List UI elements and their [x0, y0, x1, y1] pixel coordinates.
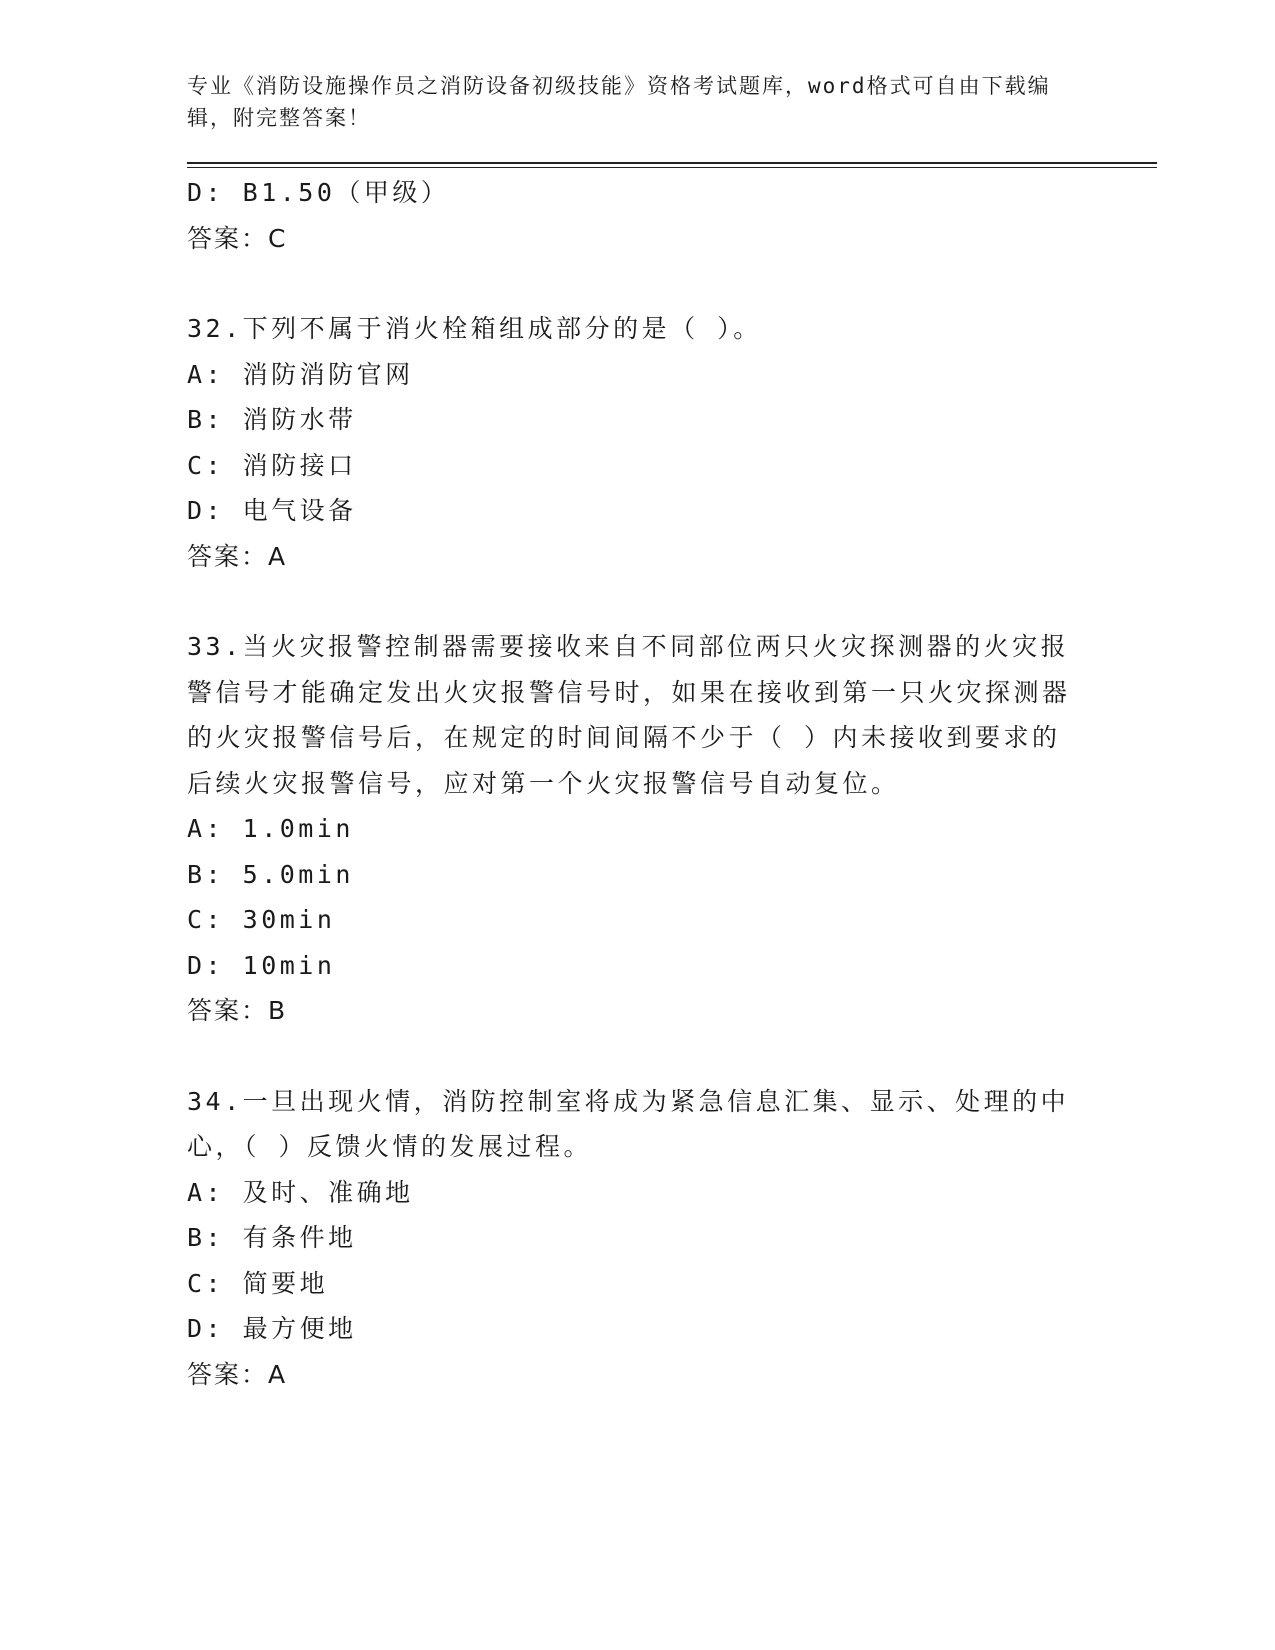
option-a: A: 消防消防官网: [187, 359, 414, 389]
question-list: [187, 170, 1157, 1397]
option-b: B: 5.0min: [187, 859, 354, 889]
option-c: C: 消防接口: [187, 450, 357, 480]
option-d: D: 电气设备: [187, 496, 357, 525]
option-d: D: B1.50（甲级）: [187, 178, 450, 207]
document-page: [187, 70, 1157, 1397]
option-b: B: 有条件地: [187, 1223, 357, 1252]
answer-line: 答案：C: [187, 223, 288, 253]
answer-line: 答案：A: [187, 541, 288, 571]
header-divider: [187, 162, 1157, 164]
option-c: C: 30min: [187, 905, 336, 934]
option-b: B: 消防水带: [187, 405, 357, 434]
question-31-tail: [187, 170, 1157, 261]
answer-line: 答案：B: [187, 996, 288, 1025]
option-d: D: 最方便地: [187, 1314, 357, 1343]
option-d: D: 10min: [187, 950, 336, 980]
question-stem: 32.下列不属于消火栓箱组成部分的是（ ）。: [187, 314, 762, 343]
option-c: C: 简要地: [187, 1268, 329, 1298]
question-32: [187, 306, 1157, 579]
question-34: [187, 1079, 1157, 1398]
question-stem: 34.一旦出现火情，消防控制室将成为紧急信息汇集、显示、处理的中心，（ ）反馈火情的发展过程。: [187, 1086, 1070, 1161]
question-stem: 33.当火灾报警控制器需要接收来自不同部位两只火灾探测器的火灾报警信号才能确定发出火灾报警信号时，如果在接收到第一只火灾探测器的火灾报警信号后，在规定的时间间隔不少于（ ）内未接收到要求的后续火灾报警信号，应对第一个火灾报警信号自动复位。: [187, 632, 1071, 798]
option-a: A: 及时、准确地: [187, 1177, 414, 1207]
answer-line: 答案：A: [187, 1359, 288, 1389]
document-header: 专业《消防设施操作员之消防设备初级技能》资格考试题库，word格式可自由下载编辑，附完整答案！: [187, 74, 1051, 130]
question-33: [187, 624, 1157, 1034]
option-a: A: 1.0min: [187, 814, 354, 843]
